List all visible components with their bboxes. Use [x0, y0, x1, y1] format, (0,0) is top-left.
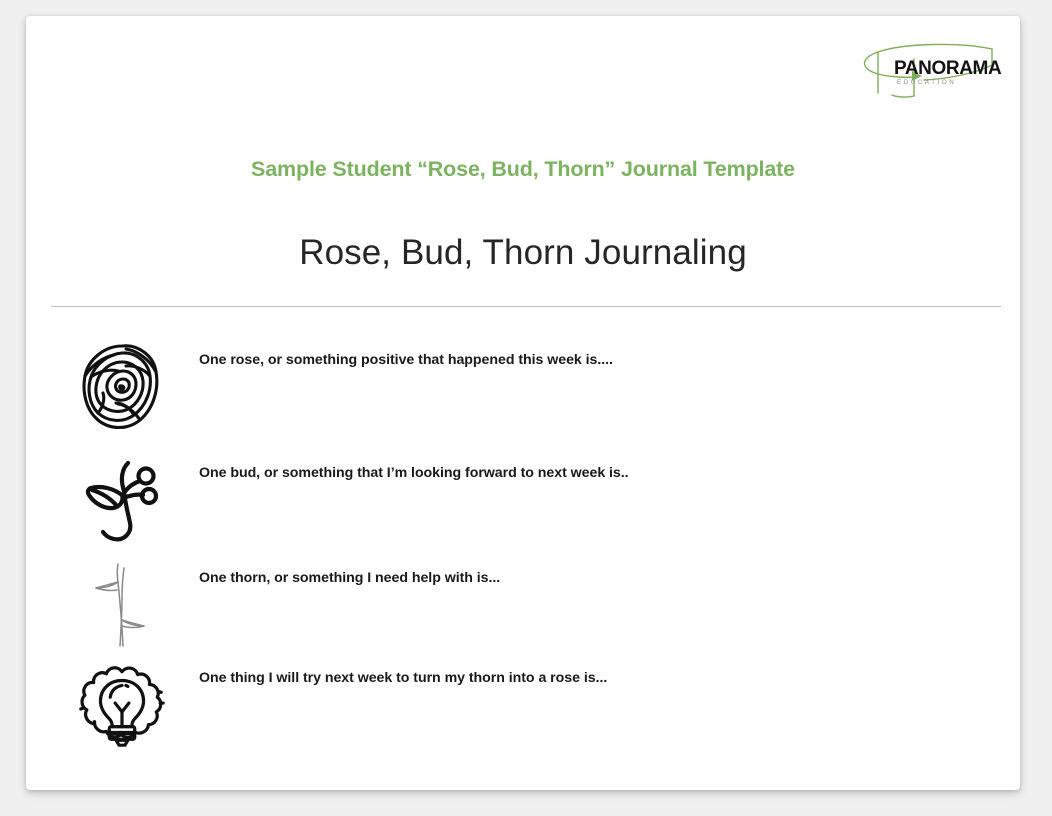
prompt-text: One thing I will try next week to turn my thorn into a rose is...	[199, 670, 608, 686]
prompt-row	[26, 338, 1020, 443]
logo-subtext: EDUCATION	[897, 79, 957, 86]
prompt-row	[26, 451, 1020, 556]
logo-wordmark: PANORAMA	[894, 58, 1002, 79]
panorama-education-logo	[852, 43, 1000, 105]
thorn-stem-icon	[74, 556, 170, 656]
template-subtitle: Sample Student “Rose, Bud, Thorn” Journal Template	[251, 157, 795, 181]
prompt-row	[26, 656, 1020, 761]
lightbulb-idea-icon	[74, 656, 170, 756]
slide-card	[26, 16, 1020, 790]
prompt-row	[26, 556, 1020, 661]
header-divider	[51, 306, 1001, 307]
page-title: Rose, Bud, Thorn Journaling	[299, 233, 747, 272]
prompt-text: One thorn, or something I need help with is...	[199, 570, 501, 586]
prompt-text: One rose, or something positive that happened this week is....	[199, 352, 613, 368]
prompt-text: One bud, or something that I’m looking forward to next week is..	[199, 465, 629, 481]
rose-icon	[74, 338, 170, 438]
bud-sprout-icon	[74, 451, 170, 551]
